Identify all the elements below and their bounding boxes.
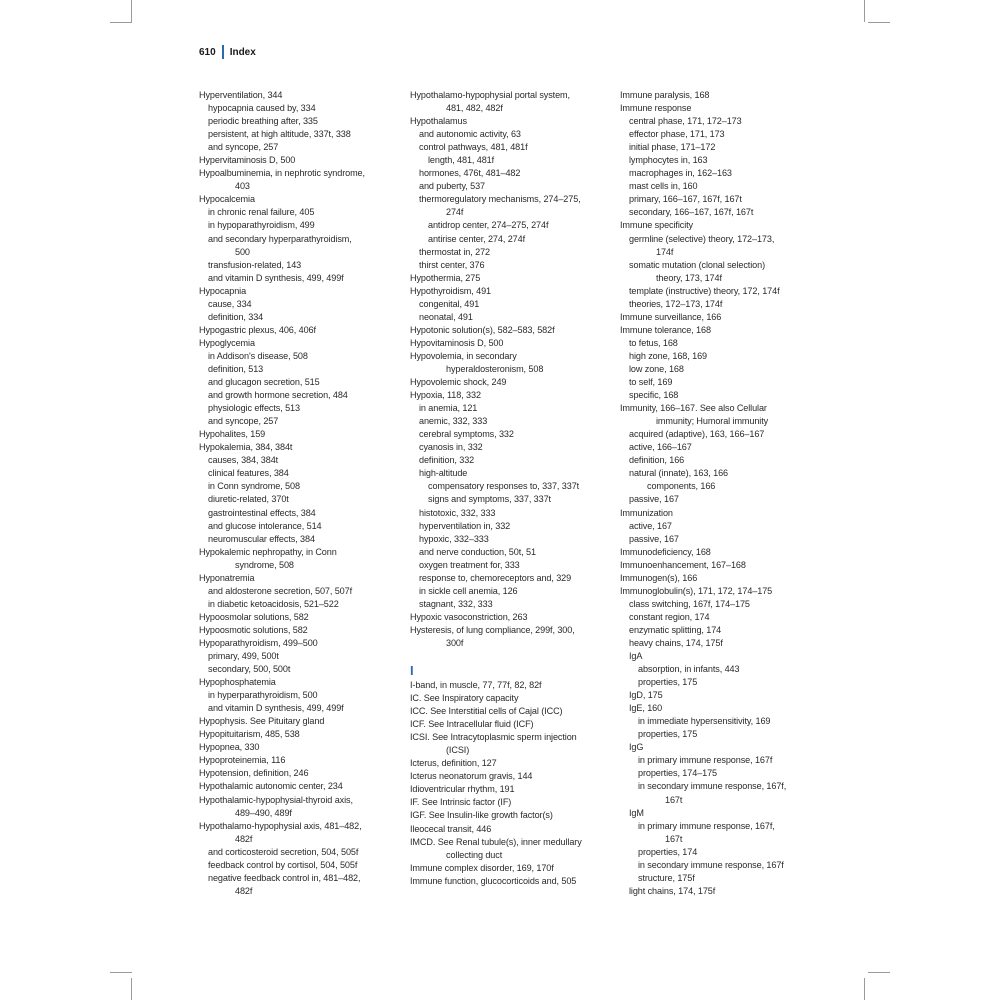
index-subentry: in Conn syndrome, 508	[208, 481, 300, 492]
index-subentry: IgG	[629, 742, 644, 753]
index-subentry: and corticosteroid secretion, 504, 505f	[208, 846, 359, 857]
index-subentry: in sickle cell anemia, 126	[419, 585, 518, 596]
index-entry: Hypovolemic shock, 249	[410, 377, 507, 388]
index-subentry: properties, 174	[638, 846, 698, 857]
index-entry: Immunodeficiency, 168	[620, 546, 711, 557]
index-subentry: in diabetic ketoacidosis, 521–522	[208, 598, 339, 609]
index-subentry: central phase, 171, 172–173	[629, 116, 742, 127]
index-subentry: and nerve conduction, 50t, 51	[419, 546, 536, 557]
index-subentry: high-altitude	[419, 468, 468, 479]
index-subentry: and vitamin D synthesis, 499, 499f	[208, 272, 344, 283]
index-subentry: anemic, 332, 333	[419, 416, 488, 427]
index-entry-continuation: immunity; Humoral immunity	[656, 416, 769, 427]
index-entry: Immune paralysis, 168	[620, 90, 710, 100]
index-entry: Hypovitaminosis D, 500	[410, 337, 504, 348]
index-entry: Hypogastric plexus, 406, 406f	[199, 324, 316, 335]
index-entry-continuation: 482f	[235, 833, 253, 844]
index-entry: Immunization	[620, 507, 673, 518]
index-subentry: oxygen treatment for, 333	[419, 559, 520, 570]
index-entry: Immune tolerance, 168	[620, 324, 711, 335]
index-entry: Immunity, 166–167. See also Cellular	[620, 403, 767, 414]
index-subentry: cause, 334	[208, 298, 252, 309]
index-entry: Immunoenhancement, 167–168	[620, 559, 746, 570]
index-subentry: histotoxic, 332, 333	[419, 507, 496, 518]
page-title: Index	[229, 46, 256, 58]
index-subentry: IgM	[629, 807, 644, 818]
page-number: 610	[199, 46, 216, 58]
index-entry: Hypophysis. See Pituitary gland	[199, 716, 325, 727]
index-entry: Hypothyroidism, 491	[410, 285, 491, 296]
index-subentry: lymphocytes in, 163	[629, 155, 708, 166]
index-subentry: properties, 174–175	[638, 768, 717, 779]
index-entry-continuation: (ICSI)	[446, 745, 470, 756]
index-subentry: and puberty, 537	[419, 181, 485, 192]
index-entry: Ileocecal transit, 446	[410, 823, 492, 834]
index-entry-continuation: 482f	[235, 885, 253, 896]
index-column-2	[410, 89, 605, 888]
index-entry: Hypopnea, 330	[199, 742, 260, 753]
index-entry: ICC. See Interstitial cells of Cajal (ICC)	[410, 706, 563, 717]
index-entry-continuation: syndrome, 508	[235, 559, 294, 570]
index-subentry: hypoxic, 332–333	[419, 533, 489, 544]
index-subentry: signs and symptoms, 337, 337t	[428, 494, 551, 505]
index-entry: Immunogen(s), 166	[620, 572, 698, 583]
index-entry: Hypoparathyroidism, 499–500	[199, 637, 318, 648]
index-subentry: transfusion-related, 143	[208, 259, 302, 270]
index-subentry: and glucagon secretion, 515	[208, 377, 320, 388]
index-subentry: causes, 384, 384t	[208, 455, 279, 466]
index-subentry: acquired (adaptive), 163, 166–167	[629, 429, 765, 440]
index-entry-continuation: 167t	[665, 833, 683, 844]
index-entry: Immune surveillance, 166	[620, 311, 722, 322]
index-entry: Hypoalbuminemia, in nephrotic syndrome,	[199, 168, 365, 179]
index-entry-continuation: 274f	[446, 207, 464, 218]
index-subentry: initial phase, 171–172	[629, 142, 716, 153]
index-entry: Immune response	[620, 103, 692, 114]
index-subentry: definition, 513	[208, 363, 264, 374]
index-entry: IMCD. See Renal tubule(s), inner medullary	[410, 836, 582, 847]
index-entry: Immune function, glucocorticoids and, 505	[410, 875, 577, 886]
index-subentry: and syncope, 257	[208, 416, 279, 427]
index-subentry: and vitamin D synthesis, 499, 499f	[208, 703, 344, 714]
index-subentry: and secondary hyperparathyroidism,	[208, 233, 352, 244]
index-subentry: to self, 169	[629, 377, 673, 388]
index-subentry: IgD, 175	[629, 690, 663, 701]
index-subentry: periodic breathing after, 335	[208, 116, 318, 127]
index-subentry: physiologic effects, 513	[208, 403, 300, 414]
index-entry: Hypokalemia, 384, 384t	[199, 442, 293, 453]
index-entry: ICF. See Intracellular fluid (ICF)	[410, 719, 534, 730]
index-entry: IF. See Intrinsic factor (IF)	[410, 797, 512, 808]
index-subentry: primary, 499, 500t	[208, 651, 279, 662]
index-subentry: length, 481, 481f	[428, 155, 495, 166]
header-divider	[222, 45, 224, 59]
index-entry: Hypoxia, 118, 332	[410, 390, 481, 401]
index-subentry: negative feedback control in, 481–482,	[208, 872, 361, 883]
index-subentry: diuretic-related, 370t	[208, 494, 289, 505]
section-letter: I	[410, 663, 414, 679]
index-subentry: congenital, 491	[419, 298, 480, 309]
index-subentry: class switching, 167f, 174–175	[629, 598, 750, 609]
index-subentry: constant region, 174	[629, 611, 710, 622]
index-subentry: thermoregulatory mechanisms, 274–275,	[419, 194, 581, 205]
index-subentry: in hyperparathyroidism, 500	[208, 690, 318, 701]
index-entry: Hypothalamo-hypophysial portal system,	[410, 90, 570, 100]
index-subentry: definition, 166	[629, 455, 685, 466]
index-entry: Hypothalamic-hypophysial-thyroid axis,	[199, 794, 353, 805]
index-entry: Hypotonic solution(s), 582–583, 582f	[410, 324, 555, 335]
index-subentry: germline (selective) theory, 172–173,	[629, 233, 775, 244]
index-entry: Hyponatremia	[199, 572, 255, 583]
index-entry: Hypoosmolar solutions, 582	[199, 611, 309, 622]
index-subentry: low zone, 168	[629, 363, 684, 374]
crop-mark-bottom-right	[864, 978, 865, 1000]
index-subentry: antidrop center, 274–275, 274f	[428, 220, 549, 231]
index-subentry: components, 166	[647, 481, 716, 492]
index-subentry: in primary immune response, 167f,	[638, 820, 775, 831]
index-subentry: passive, 167	[629, 494, 679, 505]
index-subentry: IgE, 160	[629, 703, 663, 714]
index-entry-continuation: 481, 482, 482f	[446, 103, 503, 114]
index-subentry: enzymatic splitting, 174	[629, 624, 722, 635]
index-subentry: definition, 334	[208, 311, 264, 322]
index-subentry: primary, 166–167, 167f, 167t	[629, 194, 742, 205]
index-entry: Hypopituitarism, 485, 538	[199, 729, 300, 740]
index-entry: Hypothalamic autonomic center, 234	[199, 781, 343, 792]
index-subentry: and syncope, 257	[208, 142, 279, 153]
index-subentry: in secondary immune response, 167f,	[638, 781, 787, 792]
index-subentry: template (instructive) theory, 172, 174f	[629, 285, 780, 296]
crop-mark-bottom-left	[131, 978, 132, 1000]
index-subentry: feedback control by cortisol, 504, 505f	[208, 859, 358, 870]
index-subentry: neonatal, 491	[419, 311, 473, 322]
index-subentry: gastrointestinal effects, 384	[208, 507, 316, 518]
index-entry: Hypervitaminosis D, 500	[199, 155, 296, 166]
index-entry-continuation: 489–490, 489f	[235, 807, 292, 818]
index-subentry: persistent, at high altitude, 337t, 338	[208, 129, 351, 140]
index-entry: Hypohalites, 159	[199, 429, 266, 440]
index-subentry: heavy chains, 174, 175f	[629, 637, 723, 648]
index-entry: Hypoproteinemia, 116	[199, 755, 286, 766]
index-entry: Hypoosmotic solutions, 582	[199, 624, 308, 635]
index-subentry: hyperventilation in, 332	[419, 520, 511, 531]
index-entry-continuation: 403	[235, 181, 250, 192]
index-entry: Immune specificity	[620, 220, 693, 231]
index-subentry: somatic mutation (clonal selection)	[629, 259, 765, 270]
index-entry-continuation: collecting duct	[446, 849, 503, 860]
index-subentry: light chains, 174, 175f	[629, 885, 716, 896]
index-subentry: in anemia, 121	[419, 403, 478, 414]
index-entry: Hypocalcemia	[199, 194, 255, 205]
index-subentry: and aldosterone secretion, 507, 507f	[208, 585, 353, 596]
index-subentry: properties, 175	[638, 677, 698, 688]
index-subentry: in secondary immune response, 167f	[638, 859, 784, 870]
index-subentry: and glucose intolerance, 514	[208, 520, 322, 531]
crop-mark-bottom-right-h	[868, 972, 890, 973]
index-subentry: structure, 175f	[638, 872, 695, 883]
index-column-3	[620, 89, 815, 898]
index-subentry: neuromuscular effects, 384	[208, 533, 315, 544]
index-subentry: properties, 175	[638, 729, 698, 740]
index-subentry: stagnant, 332, 333	[419, 598, 493, 609]
index-subentry: active, 167	[629, 520, 672, 531]
index-subentry: cyanosis in, 332	[419, 442, 483, 453]
index-entry: Idioventricular rhythm, 191	[410, 784, 515, 795]
index-subentry: passive, 167	[629, 533, 679, 544]
index-entry: Hypotension, definition, 246	[199, 768, 309, 779]
index-subentry: mast cells in, 160	[629, 181, 698, 192]
index-entry: Icterus neonatorum gravis, 144	[410, 771, 533, 782]
crop-mark-top-left	[131, 0, 132, 22]
index-subentry: in primary immune response, 167f	[638, 755, 773, 766]
index-subentry: cerebral symptoms, 332	[419, 429, 514, 440]
crop-mark-top-right-h	[868, 22, 890, 23]
index-subentry: high zone, 168, 169	[629, 350, 707, 361]
crop-mark-top-right	[864, 0, 865, 22]
index-entry-continuation: theory, 173, 174f	[656, 272, 722, 283]
index-entry: Hypoxic vasoconstriction, 263	[410, 611, 528, 622]
page-header	[199, 44, 256, 60]
index-subentry: natural (innate), 163, 166	[629, 468, 729, 479]
index-entry: Hypocapnia	[199, 285, 247, 296]
section-spacer	[410, 650, 605, 663]
index-entry-continuation: 300f	[446, 637, 464, 648]
index-entry: Hyperventilation, 344	[199, 90, 283, 100]
index-entry: ICSI. See Intracytoplasmic sperm injection	[410, 732, 577, 743]
index-subentry: active, 166–167	[629, 442, 692, 453]
index-entry: Hypophosphatemia	[199, 677, 276, 688]
index-entry: Icterus, definition, 127	[410, 758, 497, 769]
index-entry: IGF. See Insulin-like growth factor(s)	[410, 810, 553, 821]
index-subentry: clinical features, 384	[208, 468, 289, 479]
index-entry: Immunoglobulin(s), 171, 172, 174–175	[620, 585, 773, 596]
index-entry: I-band, in muscle, 77, 77f, 82, 82f	[410, 680, 542, 691]
index-subentry: and growth hormone secretion, 484	[208, 390, 348, 401]
index-subentry: antirise center, 274, 274f	[428, 233, 525, 244]
index-column-1	[199, 89, 394, 898]
index-entry: Immune complex disorder, 169, 170f	[410, 862, 554, 873]
index-subentry: definition, 332	[419, 455, 475, 466]
index-subentry: hormones, 476t, 481–482	[419, 168, 521, 179]
index-subentry: secondary, 166–167, 167f, 167t	[629, 207, 754, 218]
index-subentry: thermostat in, 272	[419, 246, 490, 257]
index-entry: Hypothalamus	[410, 116, 467, 127]
index-subentry: in hypoparathyroidism, 499	[208, 220, 315, 231]
index-subentry: compensatory responses to, 337, 337t	[428, 481, 580, 492]
index-subentry: macrophages in, 162–163	[629, 168, 732, 179]
index-subentry: theories, 172–173, 174f	[629, 298, 723, 309]
index-subentry: IgA	[629, 651, 643, 662]
index-entry-continuation: hyperaldosteronism, 508	[446, 363, 544, 374]
index-subentry: in immediate hypersensitivity, 169	[638, 716, 771, 727]
index-entry-continuation: 174f	[656, 246, 674, 257]
index-entry: Hypokalemic nephropathy, in Conn	[199, 546, 337, 557]
index-subentry: hypocapnia caused by, 334	[208, 103, 316, 114]
index-subentry: to fetus, 168	[629, 337, 678, 348]
index-entry-continuation: 167t	[665, 794, 683, 805]
index-subentry: in Addison's disease, 508	[208, 350, 308, 361]
index-subentry: specific, 168	[629, 390, 679, 401]
index-entry: Hypovolemia, in secondary	[410, 350, 517, 361]
index-entry: Hysteresis, of lung compliance, 299f, 300,	[410, 624, 575, 635]
index-subentry: and autonomic activity, 63	[419, 129, 521, 140]
crop-mark-bottom-left-h	[110, 972, 132, 973]
index-subentry: in chronic renal failure, 405	[208, 207, 315, 218]
index-entry: Hypoglycemia	[199, 337, 255, 348]
index-subentry: effector phase, 171, 173	[629, 129, 725, 140]
index-entry-continuation: 500	[235, 246, 250, 257]
index-entry: Hypothermia, 275	[410, 272, 481, 283]
index-subentry: absorption, in infants, 443	[638, 664, 740, 675]
index-subentry: response to, chemoreceptors and, 329	[419, 572, 572, 583]
index-entry: IC. See Inspiratory capacity	[410, 693, 519, 704]
index-entry: Hypothalamo-hypophysial axis, 481–482,	[199, 820, 362, 831]
index-subentry: secondary, 500, 500t	[208, 664, 291, 675]
crop-mark-top-left-h	[110, 22, 132, 23]
index-subentry: thirst center, 376	[419, 259, 485, 270]
index-subentry: control pathways, 481, 481f	[419, 142, 528, 153]
